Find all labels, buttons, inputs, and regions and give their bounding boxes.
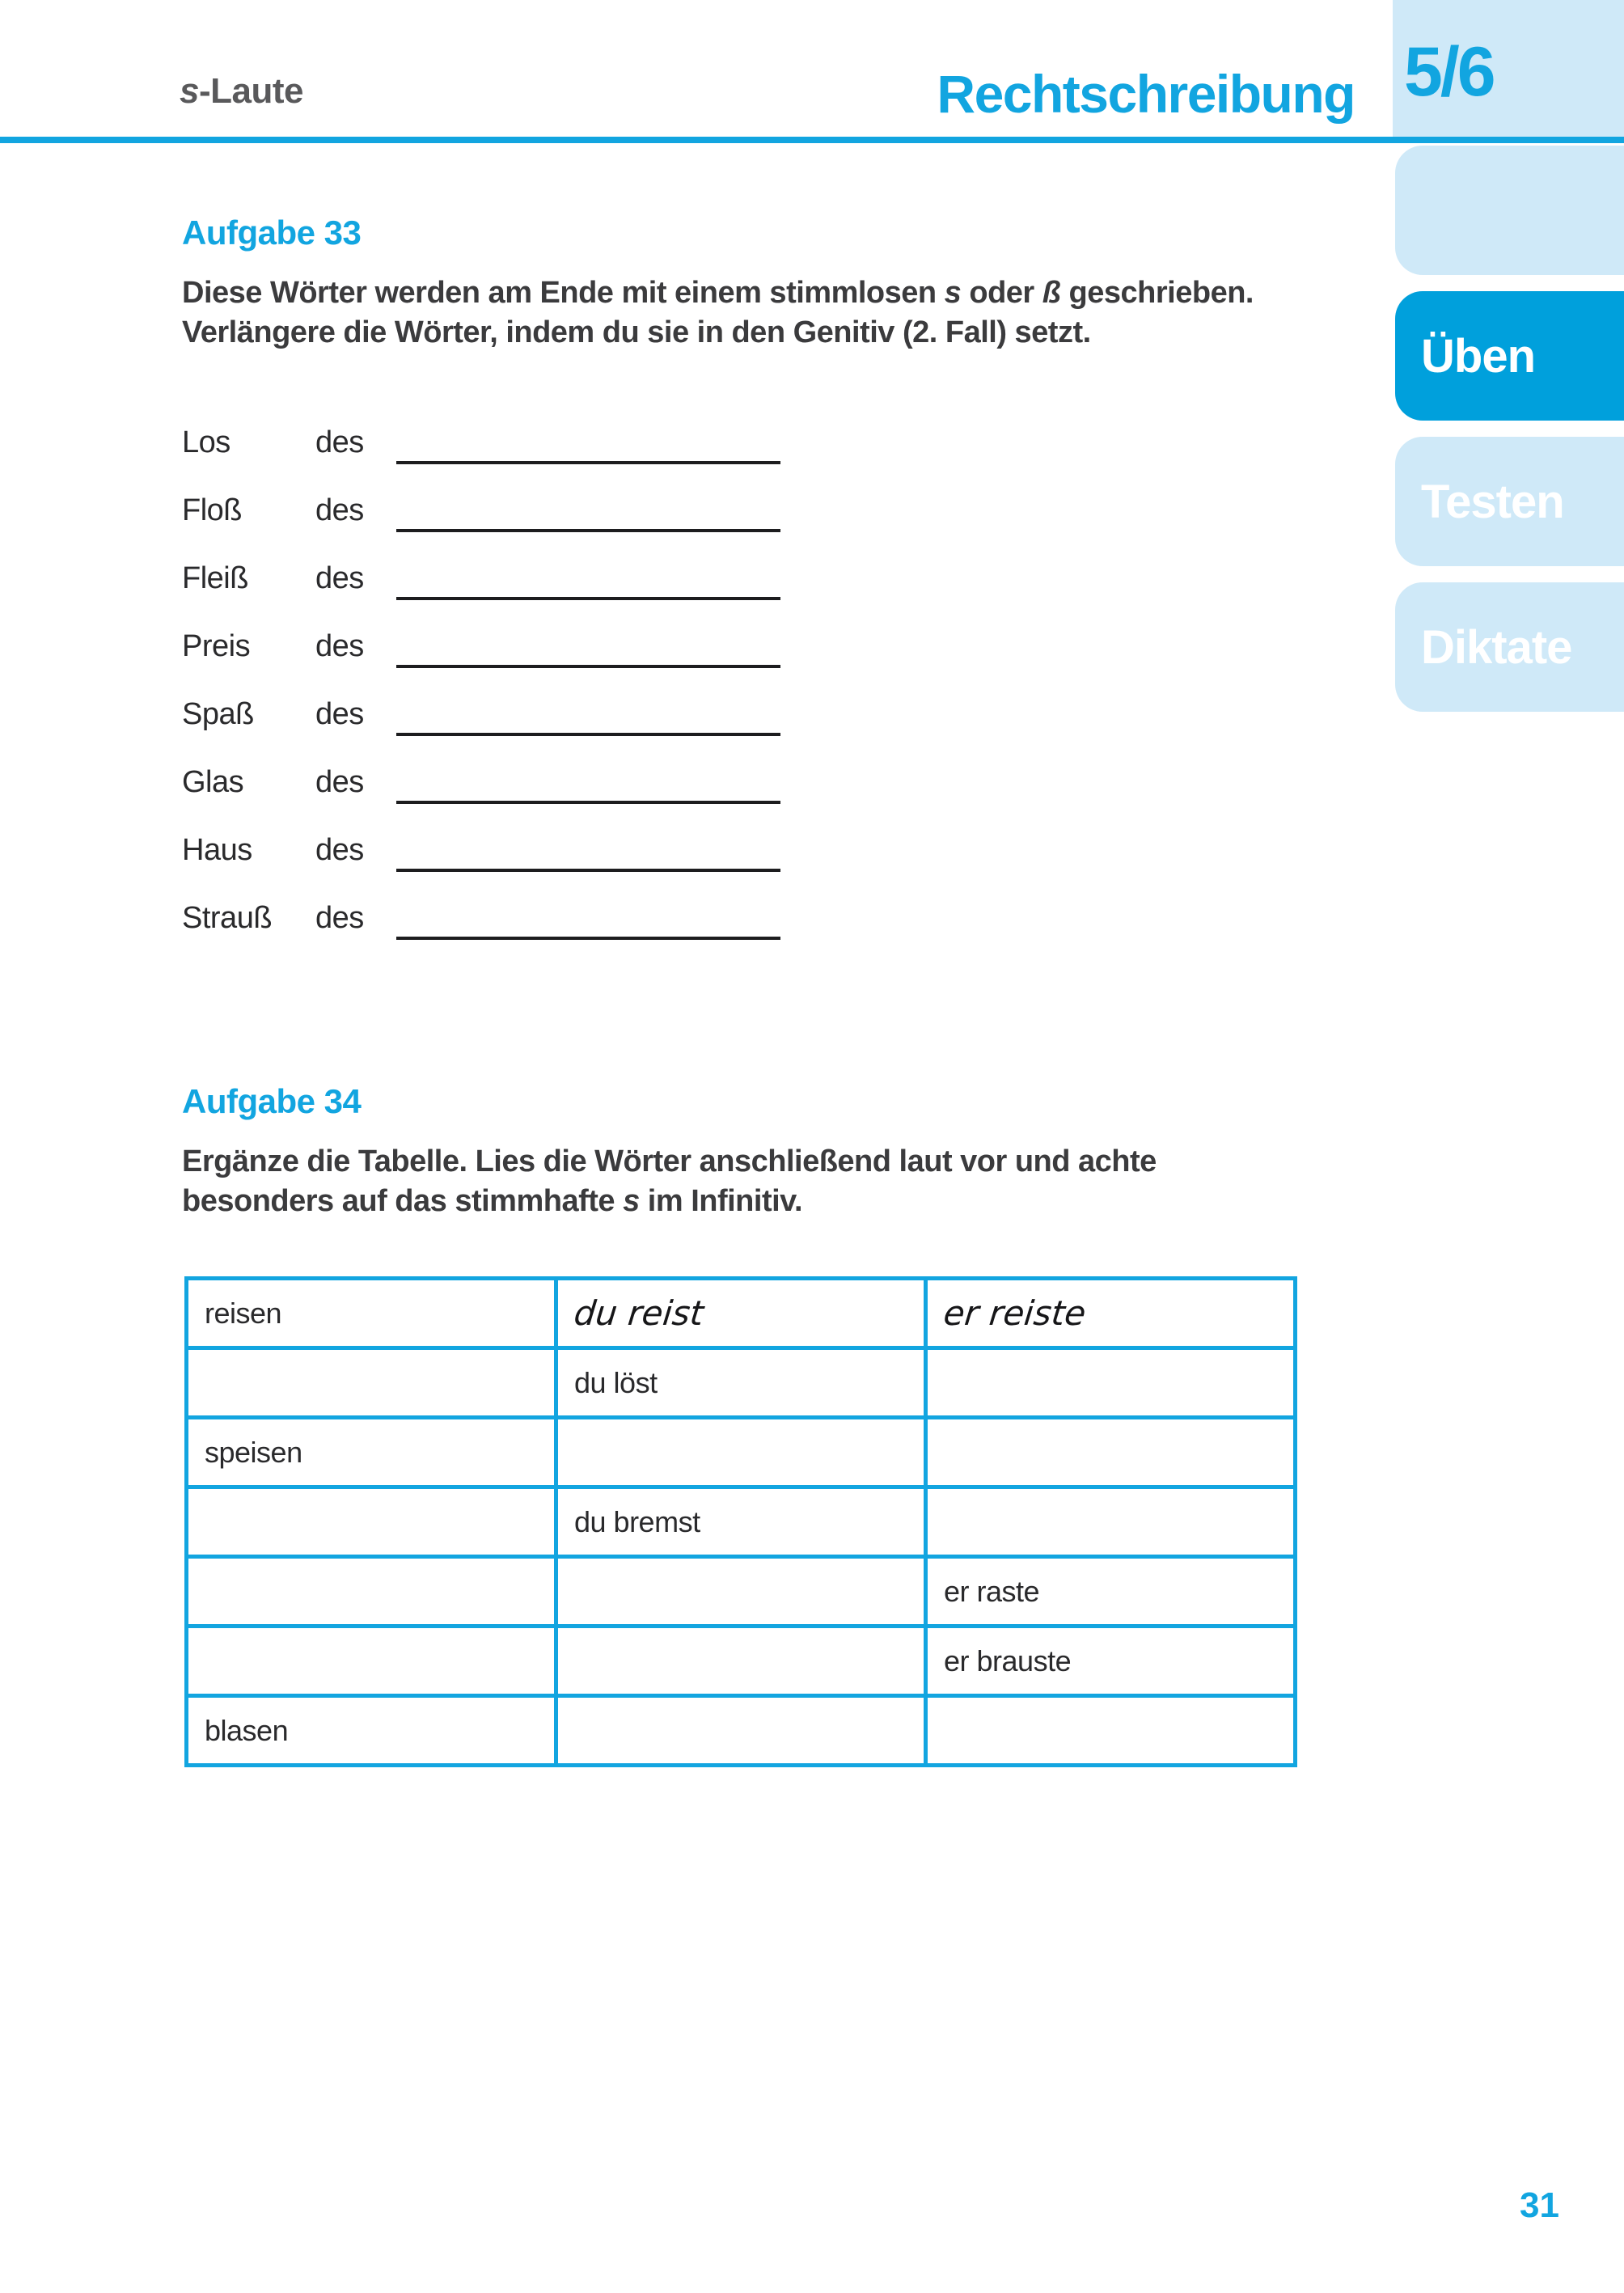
genitive-row (182, 684, 797, 752)
table-cell: blasen (187, 1696, 556, 1766)
grade-label: 5/6 (1404, 33, 1494, 111)
article-label: des (315, 765, 364, 799)
article-label: des (315, 561, 364, 595)
article-label: des (315, 901, 364, 935)
fill-in-blank[interactable] (396, 733, 780, 736)
task33-instruction-line-1: Diese Wörter werden am Ende mit einem stimmlosen s oder ß geschrieben. (182, 276, 1254, 310)
table-cell-empty[interactable] (556, 1557, 926, 1627)
noun-label: Preis (182, 629, 251, 663)
fill-in-blank[interactable] (396, 665, 780, 668)
article-label: des (315, 629, 364, 663)
task34-title: Aufgabe 34 (182, 1082, 362, 1120)
genitive-row (182, 888, 797, 956)
article-label: des (315, 833, 364, 867)
table-cell: er raste (926, 1557, 1296, 1627)
table-cell: du bremst (556, 1487, 926, 1557)
table-cell-empty[interactable] (187, 1348, 556, 1418)
genitive-row (182, 412, 797, 480)
table-cell-empty[interactable] (556, 1418, 926, 1487)
table-row (187, 1627, 1296, 1696)
table-row (187, 1696, 1296, 1766)
genitive-row (182, 480, 797, 548)
table-row (187, 1418, 1296, 1487)
genitive-row (182, 616, 797, 684)
fill-in-blank[interactable] (396, 529, 780, 532)
task33-instruction-line-2: Verlängere die Wörter, indem du sie in den Genitiv (2. Fall) setzt. (182, 315, 1091, 349)
table-cell-empty[interactable] (187, 1557, 556, 1627)
article-label: des (315, 697, 364, 731)
noun-label: Los (182, 425, 230, 459)
noun-label: Strauß (182, 901, 273, 935)
table-row (187, 1279, 1296, 1348)
task33-title: Aufgabe 33 (182, 214, 362, 252)
table-cell-empty[interactable] (926, 1696, 1296, 1766)
grade-badge (1393, 0, 1624, 137)
conjugation-table (184, 1276, 1297, 1767)
article-label: des (315, 493, 364, 527)
table-row (187, 1487, 1296, 1557)
sidebar-tab-label: Diktate (1421, 620, 1572, 674)
page-topic: s-Laute (180, 71, 303, 111)
fill-in-blank[interactable] (396, 461, 780, 464)
noun-label: Glas (182, 765, 244, 799)
sidebar-register (1395, 146, 1624, 728)
genitive-exercise-list (182, 412, 797, 956)
task33-instructions (182, 273, 1379, 353)
sidebar-tab-testen[interactable] (1395, 437, 1624, 566)
fill-in-blank[interactable] (396, 937, 780, 940)
genitive-row (182, 548, 797, 616)
fill-in-blank[interactable] (396, 869, 780, 872)
table-cell-empty[interactable] (926, 1487, 1296, 1557)
noun-label: Fleiß (182, 561, 248, 595)
sidebar-tab-diktate[interactable] (1395, 582, 1624, 712)
noun-label: Haus (182, 833, 252, 867)
fill-in-blank[interactable] (396, 801, 780, 804)
table-cell (926, 1279, 1296, 1348)
page-number: 31 (1520, 2185, 1559, 2225)
table-cell: speisen (187, 1418, 556, 1487)
task34-instruction-line-1: Ergänze die Tabelle. Lies die Wörter anschließend laut vor und achte (182, 1144, 1157, 1178)
section-title: Rechtschreibung (937, 64, 1355, 124)
genitive-row (182, 820, 797, 888)
table-cell (556, 1279, 926, 1348)
table-cell-empty[interactable] (556, 1627, 926, 1696)
task34-instruction-line-2: besonders auf das stimmhafte s im Infinitiv. (182, 1184, 803, 1218)
noun-label: Spaß (182, 697, 254, 731)
sidebar-tab-ueben[interactable] (1395, 291, 1624, 421)
table-cell: er brauste (926, 1627, 1296, 1696)
noun-label: Floß (182, 493, 242, 527)
table-cell-empty[interactable] (926, 1348, 1296, 1418)
sidebar-tab-blank[interactable] (1395, 146, 1624, 275)
handwritten-answer: er reiste (941, 1293, 1089, 1333)
table-cell-empty[interactable] (187, 1627, 556, 1696)
task34-instructions (182, 1142, 1379, 1221)
table-cell: reisen (187, 1279, 556, 1348)
table-cell-empty[interactable] (556, 1696, 926, 1766)
fill-in-blank[interactable] (396, 597, 780, 600)
table-cell-empty[interactable] (187, 1487, 556, 1557)
table-row (187, 1557, 1296, 1627)
table-cell: du löst (556, 1348, 926, 1418)
table-row (187, 1348, 1296, 1418)
sidebar-tab-label: Üben (1421, 329, 1535, 383)
genitive-row (182, 752, 797, 820)
table-cell-empty[interactable] (926, 1418, 1296, 1487)
sidebar-tab-label: Testen (1421, 475, 1564, 528)
article-label: des (315, 425, 364, 459)
handwritten-answer: du reist (572, 1293, 706, 1333)
header-rule (0, 137, 1624, 143)
